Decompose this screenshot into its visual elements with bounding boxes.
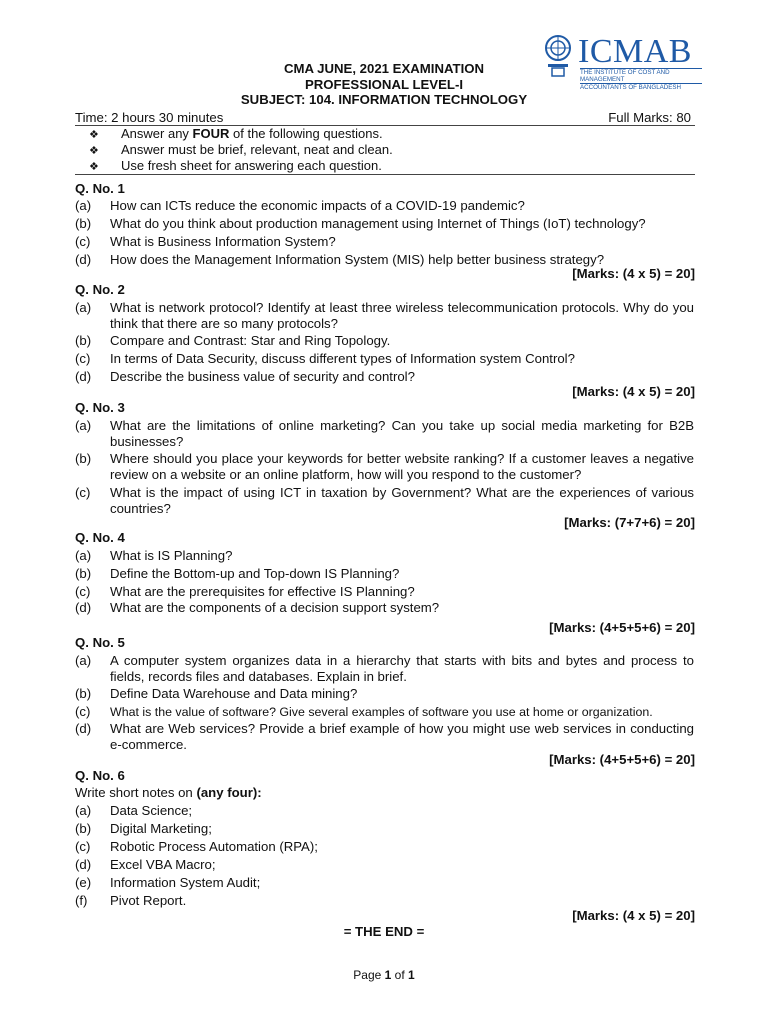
item-text: What is network protocol? Identify at least three wireless telecommunication protocols. Why do you think that there are so many protocols? (110, 300, 694, 332)
q3-title: Q. No. 3 (75, 400, 125, 415)
exam-time: Time: 2 hours 30 minutes (75, 110, 224, 125)
footer-page-word: Page (353, 968, 385, 982)
q2-marks: [Marks: (4 x 5) = 20] (572, 384, 695, 399)
q1-title: Q. No. 1 (75, 181, 125, 196)
item-text: A computer system organizes data in a hierarchy that starts with bits and bytes and process to fields, records files and databases. Explain in brief. (110, 653, 694, 685)
instruction-2-text: Answer must be brief, relevant, neat and clean. (121, 142, 393, 157)
item-text: How does the Management Information System (MIS) help better business strategy? (110, 252, 605, 267)
item-text: Information System Audit; (110, 875, 261, 890)
item-label: (d) (75, 369, 92, 384)
item-label: (c) (75, 485, 91, 500)
item-text: How can ICTs reduce the economic impacts of a COVID-19 pandemic? (110, 198, 525, 213)
instruction-3 (89, 158, 382, 175)
item-label: (c) (75, 839, 91, 854)
item-text: Describe the business value of security and control? (110, 369, 415, 384)
item-label: (a) (75, 653, 92, 668)
footer-page-number: 1 (384, 968, 392, 982)
item-label: (b) (75, 821, 92, 836)
item-label: (d) (75, 600, 92, 615)
instruction-3-text: Use fresh sheet for answering each question. (121, 158, 382, 173)
instruction-1 (89, 126, 383, 143)
item-text: What are the prerequisites for effective IS Planning? (110, 584, 415, 599)
item-text: Where should you place your keywords for better website ranking? If a customer leaves a negative review on a website or an online platform, how will you respond to the customer? (110, 451, 694, 483)
item-label: (c) (75, 704, 91, 719)
instructions-divider (75, 174, 695, 175)
item-label: (c) (75, 584, 91, 599)
logo-subtitle-line2: ACCOUNTANTS OF BANGLADESH (580, 83, 702, 91)
item-label: (a) (75, 803, 92, 818)
item-text: Define Data Warehouse and Data mining? (110, 686, 358, 701)
diamond-bullet-icon: ❖ (89, 145, 99, 157)
diamond-bullet-icon: ❖ (89, 161, 99, 173)
diamond-bullet-icon: ❖ (89, 129, 99, 141)
q2-title: Q. No. 2 (75, 282, 125, 297)
footer-of-word: of (391, 968, 409, 982)
item-label: (c) (75, 234, 91, 249)
q1-marks: [Marks: (4 x 5) = 20] (572, 266, 695, 281)
item-text: What is Business Information System? (110, 234, 336, 249)
item-text: Data Science; (110, 803, 193, 818)
item-text: Robotic Process Automation (RPA); (110, 839, 318, 854)
q6-intro-bold: (any four): (196, 785, 262, 800)
item-text: What is IS Planning? (110, 548, 233, 563)
item-label: (b) (75, 686, 92, 701)
item-text: What is the value of software? Give several examples of software you use at home or organization. (110, 705, 653, 719)
footer-page-total: 1 (408, 968, 415, 982)
instruction-1-bold: FOUR (192, 126, 230, 141)
q4-title: Q. No. 4 (75, 530, 125, 545)
item-text: In terms of Data Security, discuss different types of Information system Control? (110, 351, 575, 366)
item-text: Compare and Contrast: Star and Ring Topology. (110, 333, 391, 348)
item-text: Digital Marketing; (110, 821, 212, 836)
q4-marks: [Marks: (4+5+5+6) = 20] (549, 620, 695, 635)
item-text: Excel VBA Macro; (110, 857, 216, 872)
exam-title: CMA JUNE, 2021 EXAMINATION (283, 61, 485, 76)
exam-level: PROFESSIONAL LEVEL-I (304, 77, 464, 92)
q5-marks: [Marks: (4+5+5+6) = 20] (549, 752, 695, 767)
item-label: (d) (75, 721, 92, 736)
logo-wordmark: ICMAB (578, 33, 692, 70)
end-marker: = THE END = (343, 924, 425, 939)
q3-marks: [Marks: (7+7+6) = 20] (564, 515, 695, 530)
item-label: (a) (75, 418, 92, 433)
item-label: (b) (75, 451, 92, 466)
logo-subtitle-line1: THE INSTITUTE OF COST AND MANAGEMENT (580, 68, 702, 83)
item-label: (b) (75, 566, 92, 581)
q6-intro (75, 785, 262, 800)
exam-full-marks: Full Marks: 80 (608, 110, 691, 125)
item-text: What are the limitations of online marketing? Can you take up social media marketing for B2B businesses? (110, 418, 694, 450)
item-label: (e) (75, 875, 92, 890)
item-label: (d) (75, 252, 92, 267)
item-text: Pivot Report. (110, 893, 187, 908)
instruction-1-pre: Answer any (121, 126, 193, 141)
item-label: (b) (75, 333, 92, 348)
item-label: (a) (75, 548, 92, 563)
instruction-2 (89, 142, 393, 159)
item-label: (f) (75, 893, 88, 908)
item-label: (a) (75, 198, 92, 213)
q6-title: Q. No. 6 (75, 768, 125, 783)
instruction-1-post: of the following questions. (229, 126, 383, 141)
item-text: What is the impact of using ICT in taxation by Government? What are the experiences of various countries? (110, 485, 694, 517)
item-label: (b) (75, 216, 92, 231)
q6-marks: [Marks: (4 x 5) = 20] (572, 908, 695, 923)
item-label: (a) (75, 300, 92, 315)
q6-intro-text: Write short notes on (75, 785, 197, 800)
item-text: Define the Bottom-up and Top-down IS Planning? (110, 566, 400, 581)
item-label: (c) (75, 351, 91, 366)
page-footer (0, 968, 768, 982)
item-label: (d) (75, 857, 92, 872)
q5-title: Q. No. 5 (75, 635, 125, 650)
exam-subject: SUBJECT: 104. INFORMATION TECHNOLOGY (240, 92, 528, 107)
item-text: What are Web services? Provide a brief example of how you might use web services in conducting e-commerce. (110, 721, 694, 753)
item-text: What do you think about production management using Internet of Things (IoT) technology? (110, 216, 646, 231)
item-text: What are the components of a decision support system? (110, 600, 440, 615)
